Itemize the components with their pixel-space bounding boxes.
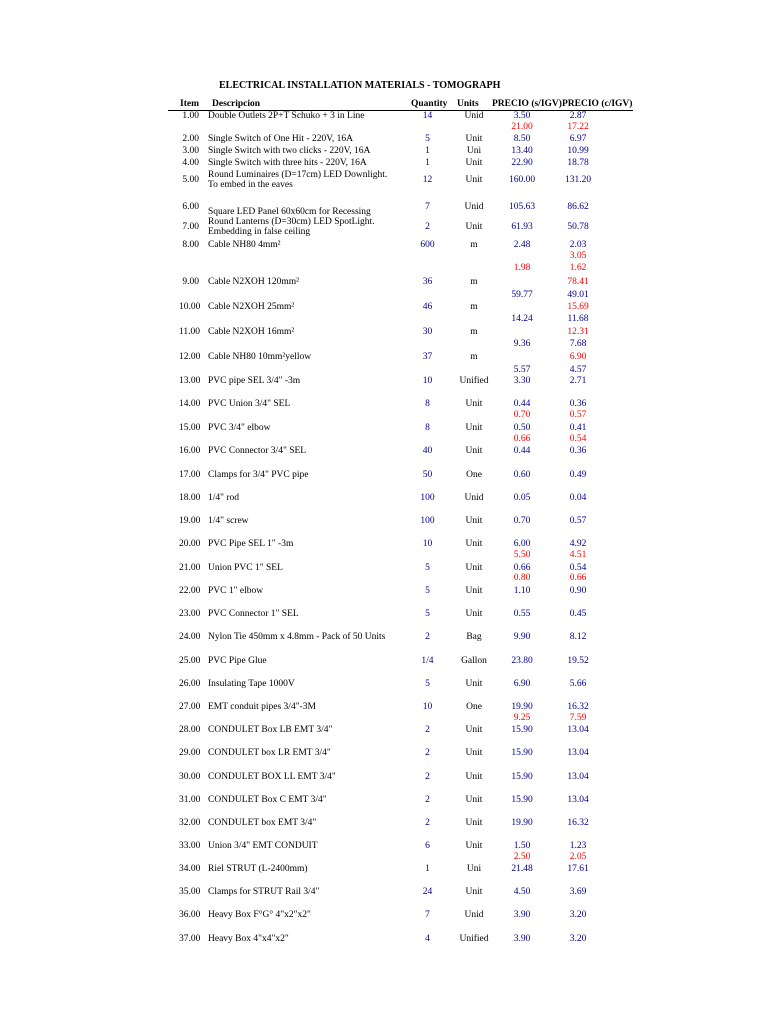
price-annotation: 0.70 bbox=[513, 410, 531, 420]
quantity-cell: 30 bbox=[422, 327, 433, 337]
description-cell: Round Luminaires (D=17cm) LED Downlight. bbox=[208, 170, 388, 180]
unit-cell: One bbox=[466, 702, 482, 712]
item-number: 19.00 bbox=[179, 516, 201, 526]
price-annotation: 0.66 bbox=[513, 434, 531, 444]
price-annotation: 49.01 bbox=[567, 290, 589, 300]
item-number: 1.00 bbox=[182, 111, 199, 121]
description-cell-line2: Square LED Panel 60x60cm for Recessing bbox=[208, 207, 371, 217]
price-without-tax-cell: 1.10 bbox=[513, 586, 531, 596]
quantity-cell: 2 bbox=[425, 222, 430, 232]
price-annotation: 59.77 bbox=[511, 290, 533, 300]
description-cell: Nylon Tie 450mm x 4.8mm - Pack of 50 Units bbox=[208, 632, 386, 642]
description-cell: PVC Connector 1" SEL bbox=[208, 609, 299, 619]
quantity-cell: 10 bbox=[422, 702, 433, 712]
unit-cell: Unified bbox=[459, 934, 489, 944]
description-cell: Heavy Box 4"x4"x2" bbox=[208, 934, 289, 944]
unit-cell: Unit bbox=[465, 563, 483, 573]
item-number: 13.00 bbox=[179, 376, 201, 386]
price-annotation: 9.36 bbox=[513, 339, 531, 349]
unit-cell: m bbox=[470, 302, 478, 312]
quantity-cell: 37 bbox=[422, 352, 433, 362]
description-cell: Single Switch with three hits - 220V, 16A bbox=[208, 158, 367, 168]
unit-cell: Unid bbox=[464, 202, 484, 212]
unit-cell: Unit bbox=[465, 818, 483, 828]
quantity-cell: 1 bbox=[425, 146, 430, 156]
price-without-tax-cell: 15.90 bbox=[511, 795, 533, 805]
item-number: 10.00 bbox=[179, 302, 201, 312]
unit-cell: Unit bbox=[465, 222, 483, 232]
price-without-tax-cell: 9.90 bbox=[513, 632, 531, 642]
price-with-tax-cell: 0.41 bbox=[569, 423, 587, 433]
price-with-tax-cell: 2.87 bbox=[569, 111, 587, 121]
item-number: 29.00 bbox=[179, 748, 201, 758]
item-number: 7.00 bbox=[182, 222, 199, 232]
description-cell: Clamps for STRUT Rail 3/4" bbox=[208, 887, 320, 897]
item-number: 35.00 bbox=[179, 887, 201, 897]
price-without-tax-cell: 61.93 bbox=[511, 222, 533, 232]
price-with-tax-cell: 0.45 bbox=[569, 609, 587, 619]
description-cell: 1/4" screw bbox=[208, 516, 249, 526]
unit-cell: Unit bbox=[465, 423, 483, 433]
unit-cell: Unit bbox=[465, 679, 483, 689]
unit-cell: Unit bbox=[465, 158, 483, 168]
item-number: 5.00 bbox=[182, 175, 199, 185]
item-number: 26.00 bbox=[179, 679, 201, 689]
header-units: Units bbox=[457, 99, 479, 109]
description-cell: PVC 1" elbow bbox=[208, 586, 264, 596]
price-with-tax-cell: 3.20 bbox=[569, 910, 587, 920]
quantity-cell: 7 bbox=[425, 202, 430, 212]
item-number: 8.00 bbox=[182, 240, 199, 250]
price-with-tax-cell: 0.49 bbox=[569, 470, 587, 480]
unit-cell: Unid bbox=[464, 493, 484, 503]
price-without-tax-cell: 4.50 bbox=[513, 887, 531, 897]
price-with-tax-cell: 4.92 bbox=[569, 539, 587, 549]
unit-cell: Unit bbox=[465, 609, 483, 619]
quantity-cell: 2 bbox=[425, 632, 430, 642]
item-number: 30.00 bbox=[179, 772, 201, 782]
price-with-tax-cell: 0.36 bbox=[569, 399, 587, 409]
item-number: 25.00 bbox=[179, 656, 201, 666]
description-cell: Cable N2XOH 120mm² bbox=[208, 277, 299, 287]
description-cell: Heavy Box F°G° 4"x2"x2" bbox=[208, 910, 311, 920]
price-without-tax-cell: 8.50 bbox=[513, 134, 531, 144]
quantity-cell: 100 bbox=[420, 493, 435, 503]
price-with-tax-cell: 86.62 bbox=[567, 202, 589, 212]
quantity-cell: 7 bbox=[425, 910, 430, 920]
price-without-tax-cell: 23.80 bbox=[511, 656, 533, 666]
price-without-tax-cell: 0.55 bbox=[513, 609, 531, 619]
price-with-tax-cell: 13.04 bbox=[567, 725, 589, 735]
price-without-tax-cell: 105.63 bbox=[508, 202, 536, 212]
unit-cell: Unid bbox=[464, 111, 484, 121]
price-annotation: 1.98 bbox=[513, 263, 531, 273]
quantity-cell: 5 bbox=[425, 563, 430, 573]
price-annotation: 0.57 bbox=[569, 410, 587, 420]
price-annotation: 4.57 bbox=[569, 365, 587, 375]
item-number: 34.00 bbox=[179, 864, 201, 874]
price-with-tax-cell: 0.04 bbox=[569, 493, 587, 503]
item-number: 9.00 bbox=[182, 277, 199, 287]
description-cell: 1/4" rod bbox=[208, 493, 240, 503]
price-with-tax-cell: 0.54 bbox=[569, 563, 587, 573]
price-with-tax-cell: 16.32 bbox=[567, 702, 589, 712]
price-without-tax-cell: 15.90 bbox=[511, 725, 533, 735]
description-cell-line2: To embed in the eaves bbox=[208, 180, 293, 190]
price-without-tax-cell: 160.00 bbox=[508, 175, 536, 185]
header-description: Descripcion bbox=[212, 99, 261, 109]
item-number: 37.00 bbox=[179, 934, 201, 944]
price-with-tax-cell: 6.97 bbox=[569, 134, 587, 144]
quantity-cell: 10 bbox=[422, 539, 433, 549]
price-without-tax-cell: 3.90 bbox=[513, 910, 531, 920]
quantity-cell: 1 bbox=[425, 864, 430, 874]
description-cell: Single Switch of One Hit - 220V, 16A bbox=[208, 134, 353, 144]
price-with-tax-cell: 13.04 bbox=[567, 772, 589, 782]
description-cell: CONDULET Box C EMT 3/4" bbox=[208, 795, 327, 805]
description-cell: Single Switch with two clicks - 220V, 16A bbox=[208, 146, 371, 156]
price-without-tax-cell: 15.90 bbox=[511, 772, 533, 782]
unit-cell: Gallon bbox=[461, 656, 487, 666]
description-cell: PVC 3/4" elbow bbox=[208, 423, 271, 433]
price-with-tax-cell: 0.90 bbox=[569, 586, 587, 596]
price-annotation: 78.41 bbox=[567, 277, 589, 287]
quantity-cell: 1 bbox=[425, 158, 430, 168]
description-cell-line2: Embedding in false ceiling bbox=[208, 227, 311, 237]
quantity-cell: 46 bbox=[422, 302, 433, 312]
item-number: 4.00 bbox=[182, 158, 199, 168]
item-number: 15.00 bbox=[179, 423, 201, 433]
description-cell: PVC Connector 3/4" SEL bbox=[208, 446, 307, 456]
price-without-tax-cell: 0.44 bbox=[513, 399, 531, 409]
description-cell: CONDULET BOX LL EMT 3/4" bbox=[208, 772, 336, 782]
price-annotation: 4.51 bbox=[569, 550, 587, 560]
price-with-tax-cell: 10.99 bbox=[567, 146, 589, 156]
price-without-tax-cell: 3.90 bbox=[513, 934, 531, 944]
price-with-tax-cell: 0.57 bbox=[569, 516, 587, 526]
item-number: 24.00 bbox=[179, 632, 201, 642]
price-with-tax-cell: 18.78 bbox=[567, 158, 589, 168]
quantity-cell: 2 bbox=[425, 772, 430, 782]
price-annotation: 0.66 bbox=[569, 573, 587, 583]
price-annotation: 3.05 bbox=[569, 251, 587, 261]
header-price-with-tax: PRECIO (c/IGV) bbox=[562, 99, 633, 109]
item-number: 2.00 bbox=[182, 134, 199, 144]
quantity-cell: 600 bbox=[420, 240, 435, 250]
unit-cell: Unit bbox=[465, 772, 483, 782]
description-cell: PVC Pipe SEL 1" -3m bbox=[208, 539, 294, 549]
description-cell: Cable N2XOH 25mm² bbox=[208, 302, 295, 312]
price-without-tax-cell: 19.90 bbox=[511, 702, 533, 712]
description-cell: Insulating Tape 1000V bbox=[208, 679, 295, 689]
price-with-tax-cell: 17.61 bbox=[567, 864, 589, 874]
description-cell: CONDULET box EMT 3/4" bbox=[208, 818, 317, 828]
price-without-tax-cell: 3.30 bbox=[513, 376, 531, 386]
item-number: 3.00 bbox=[182, 146, 199, 156]
price-annotation: 21.00 bbox=[511, 122, 533, 132]
price-without-tax-cell: 3.50 bbox=[513, 111, 531, 121]
unit-cell: Unid bbox=[464, 910, 484, 920]
price-without-tax-cell: 21.48 bbox=[511, 864, 533, 874]
price-with-tax-cell: 2.71 bbox=[569, 376, 587, 386]
quantity-cell: 5 bbox=[425, 679, 430, 689]
price-without-tax-cell: 2.48 bbox=[513, 240, 531, 250]
quantity-cell: 12 bbox=[422, 175, 433, 185]
price-with-tax-cell: 13.04 bbox=[567, 748, 589, 758]
unit-cell: m bbox=[470, 277, 478, 287]
item-number: 28.00 bbox=[179, 725, 201, 735]
quantity-cell: 5 bbox=[425, 586, 430, 596]
item-number: 20.00 bbox=[179, 539, 201, 549]
description-cell: Riel STRUT (L-2400mm) bbox=[208, 864, 308, 874]
description-cell: Cable N2XOH 16mm² bbox=[208, 327, 295, 337]
price-annotation: 2.50 bbox=[513, 852, 531, 862]
item-number: 11.00 bbox=[179, 327, 201, 337]
price-without-tax-cell: 0.50 bbox=[513, 423, 531, 433]
header-price-without-tax: PRECIO (s/IGV) bbox=[492, 99, 562, 109]
price-annotation: 6.90 bbox=[569, 352, 587, 362]
quantity-cell: 2 bbox=[425, 795, 430, 805]
item-number: 14.00 bbox=[179, 399, 201, 409]
unit-cell: Unit bbox=[465, 399, 483, 409]
quantity-cell: 40 bbox=[422, 446, 433, 456]
item-number: 22.00 bbox=[179, 586, 201, 596]
description-cell: PVC pipe SEL 3/4" -3m bbox=[208, 376, 301, 386]
quantity-cell: 14 bbox=[422, 111, 433, 121]
description-cell: PVC Union 3/4" SEL bbox=[208, 399, 291, 409]
item-number: 6.00 bbox=[182, 202, 199, 212]
price-without-tax-cell: 0.70 bbox=[513, 516, 531, 526]
description-cell: Clamps for 3/4" PVC pipe bbox=[208, 470, 309, 480]
unit-cell: One bbox=[466, 470, 482, 480]
header-quantity: Quantity bbox=[411, 99, 448, 109]
item-number: 12.00 bbox=[179, 352, 201, 362]
quantity-cell: 5 bbox=[425, 134, 430, 144]
unit-cell: Unit bbox=[465, 516, 483, 526]
item-number: 18.00 bbox=[179, 493, 201, 503]
price-with-tax-cell: 131.20 bbox=[564, 175, 592, 185]
price-annotation: 7.68 bbox=[569, 339, 587, 349]
unit-cell: Bag bbox=[466, 632, 482, 642]
unit-cell: Unit bbox=[465, 887, 483, 897]
unit-cell: Unit bbox=[465, 748, 483, 758]
description-cell: Double Outlets 2P+T Schuko + 3 in Line bbox=[208, 111, 365, 121]
quantity-cell: 2 bbox=[425, 748, 430, 758]
quantity-cell: 36 bbox=[422, 277, 433, 287]
description-cell: Cable NH80 4mm² bbox=[208, 240, 281, 250]
price-without-tax-cell: 1.50 bbox=[513, 841, 531, 851]
quantity-cell: 5 bbox=[425, 609, 430, 619]
description-cell: CONDULET Box LB EMT 3/4" bbox=[208, 725, 333, 735]
item-number: 21.00 bbox=[179, 563, 201, 573]
price-annotation: 17.22 bbox=[567, 122, 589, 132]
price-with-tax-cell: 8.12 bbox=[569, 632, 587, 642]
unit-cell: Unit bbox=[465, 795, 483, 805]
price-with-tax-cell: 16.32 bbox=[567, 818, 589, 828]
quantity-cell: 6 bbox=[425, 841, 430, 851]
item-number: 16.00 bbox=[179, 446, 201, 456]
description-cell: EMT conduit pipes 3/4"-3M bbox=[208, 702, 316, 712]
price-with-tax-cell: 3.20 bbox=[569, 934, 587, 944]
price-annotation: 5.50 bbox=[513, 550, 531, 560]
document-title: ELECTRICAL INSTALLATION MATERIALS - TOMOGRAPH bbox=[219, 80, 501, 91]
unit-cell: Unit bbox=[465, 446, 483, 456]
item-number: 23.00 bbox=[179, 609, 201, 619]
price-annotation: 9.25 bbox=[513, 713, 531, 723]
quantity-cell: 2 bbox=[425, 818, 430, 828]
price-with-tax-cell: 5.66 bbox=[569, 679, 587, 689]
price-annotation: 15.69 bbox=[567, 302, 589, 312]
unit-cell: m bbox=[470, 352, 478, 362]
unit-cell: Unit bbox=[465, 134, 483, 144]
price-with-tax-cell: 0.36 bbox=[569, 446, 587, 456]
quantity-cell: 24 bbox=[422, 887, 433, 897]
price-without-tax-cell: 0.44 bbox=[513, 446, 531, 456]
quantity-cell: 50 bbox=[422, 470, 433, 480]
item-number: 31.00 bbox=[179, 795, 201, 805]
unit-cell: Unit bbox=[465, 841, 483, 851]
header-item: Item bbox=[180, 99, 199, 109]
quantity-cell: 8 bbox=[425, 423, 430, 433]
price-annotation: 0.80 bbox=[513, 573, 531, 583]
description-cell: Cable NH80 10mm²yellow bbox=[208, 352, 312, 362]
unit-cell: Unit bbox=[465, 725, 483, 735]
unit-cell: m bbox=[470, 240, 478, 250]
price-annotation: 2.05 bbox=[569, 852, 587, 862]
price-without-tax-cell: 0.66 bbox=[513, 563, 531, 573]
price-without-tax-cell: 19.90 bbox=[511, 818, 533, 828]
price-with-tax-cell: 19.52 bbox=[567, 656, 589, 666]
description-cell: Union PVC 1" SEL bbox=[208, 563, 283, 573]
price-without-tax-cell: 6.90 bbox=[513, 679, 531, 689]
quantity-cell: 100 bbox=[420, 516, 435, 526]
unit-cell: Uni bbox=[466, 864, 482, 874]
price-annotation: 11.68 bbox=[567, 314, 589, 324]
price-annotation: 12.31 bbox=[567, 327, 589, 337]
item-number: 36.00 bbox=[179, 910, 201, 920]
unit-cell: Unit bbox=[465, 586, 483, 596]
price-with-tax-cell: 2.03 bbox=[569, 240, 587, 250]
quantity-cell: 8 bbox=[425, 399, 430, 409]
price-without-tax-cell: 22.90 bbox=[511, 158, 533, 168]
price-annotation: 14.24 bbox=[511, 314, 533, 324]
unit-cell: Uni bbox=[466, 146, 482, 156]
price-without-tax-cell: 0.05 bbox=[513, 493, 531, 503]
description-cell: PVC Pipe Glue bbox=[208, 656, 267, 666]
price-annotation: 0.54 bbox=[569, 434, 587, 444]
price-with-tax-cell: 13.04 bbox=[567, 795, 589, 805]
price-annotation: 1.62 bbox=[569, 263, 587, 273]
price-without-tax-cell: 13.40 bbox=[511, 146, 533, 156]
description-cell: CONDULET box LR EMT 3/4" bbox=[208, 748, 331, 758]
unit-cell: m bbox=[470, 327, 478, 337]
price-without-tax-cell: 15.90 bbox=[511, 748, 533, 758]
price-with-tax-cell: 50.78 bbox=[567, 222, 589, 232]
price-without-tax-cell: 6.00 bbox=[513, 539, 531, 549]
description-cell: Union 3/4" EMT CONDUIT bbox=[208, 841, 318, 851]
unit-cell: Unit bbox=[465, 539, 483, 549]
price-annotation: 5.57 bbox=[513, 365, 531, 375]
quantity-cell: 4 bbox=[425, 934, 430, 944]
unit-cell: Unified bbox=[459, 376, 489, 386]
description-cell: Round Lanterns (D=30cm) LED SpotLight. bbox=[208, 217, 375, 227]
price-annotation: 7.59 bbox=[569, 713, 587, 723]
price-with-tax-cell: 3.69 bbox=[569, 887, 587, 897]
price-without-tax-cell: 0.60 bbox=[513, 470, 531, 480]
quantity-cell: 10 bbox=[422, 376, 433, 386]
item-number: 17.00 bbox=[179, 470, 201, 480]
unit-cell: Unit bbox=[465, 175, 483, 185]
item-number: 33.00 bbox=[179, 841, 201, 851]
quantity-cell: 1/4 bbox=[421, 656, 434, 666]
price-with-tax-cell: 1.23 bbox=[569, 841, 587, 851]
item-number: 27.00 bbox=[179, 702, 201, 712]
quantity-cell: 2 bbox=[425, 725, 430, 735]
item-number: 32.00 bbox=[179, 818, 201, 828]
